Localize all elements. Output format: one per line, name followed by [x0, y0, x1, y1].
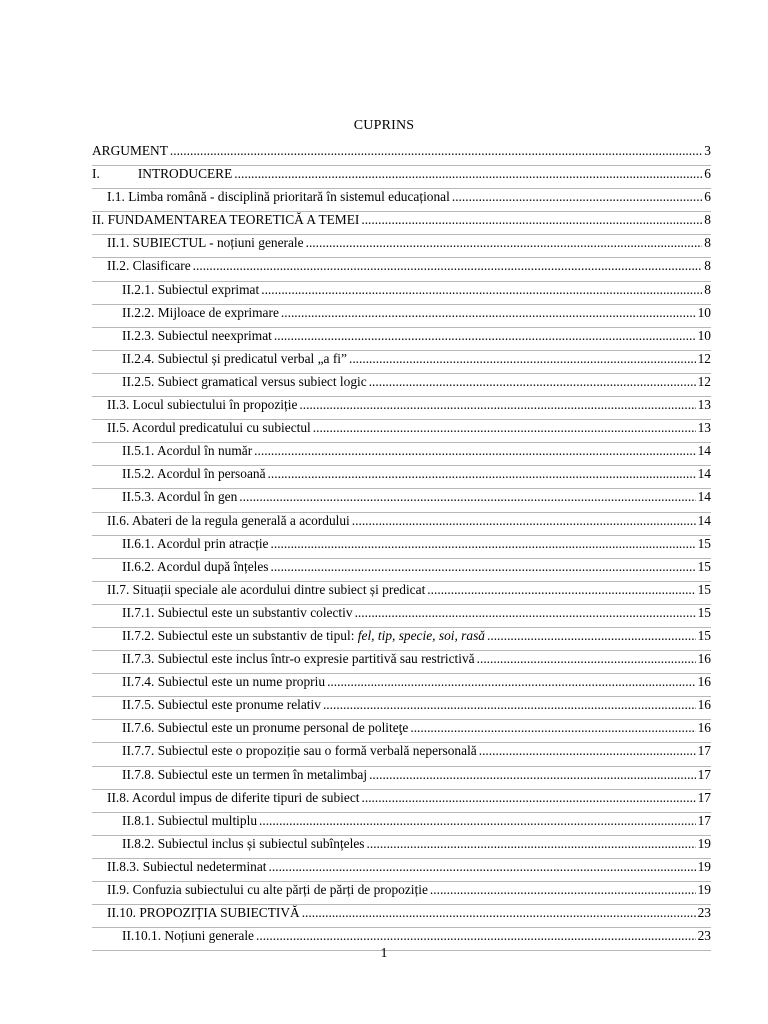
toc-entry-page: 23 [697, 928, 711, 944]
toc-entry-page: 10 [697, 327, 711, 343]
dot-leader [281, 305, 696, 321]
toc-entry-label [122, 651, 477, 667]
toc-entry-label [107, 513, 352, 529]
toc-entry-page: 15 [697, 604, 711, 620]
toc-entry[interactable] [92, 836, 711, 859]
toc-entry[interactable] [92, 513, 711, 536]
toc-entry-text: II.9. Confuzia subiectului cu alte părți de părți de propoziție [107, 882, 428, 897]
dot-leader [361, 212, 702, 228]
toc-entry-label [122, 351, 349, 367]
toc-entry-label [122, 282, 261, 298]
toc-entry-page: 14 [697, 512, 711, 528]
toc-entry[interactable] [92, 720, 711, 743]
toc-entry-text: II.10. PROPOZIȚIA SUBIECTIVĂ [107, 905, 300, 921]
toc-entry-page: 6 [704, 166, 711, 182]
toc-entry-page: 23 [697, 905, 711, 921]
dot-leader [271, 559, 696, 575]
toc-entry-label [122, 328, 274, 344]
dot-leader [256, 928, 696, 944]
toc-entry-text: II.8.2. Subiectul inclus și subiectul subînțeles [122, 835, 365, 851]
toc-entry[interactable] [92, 420, 711, 443]
toc-entry-text: II.5. Acordul predicatului cu subiectul [107, 420, 311, 436]
dot-leader [299, 397, 695, 413]
dot-leader [369, 767, 696, 783]
dot-leader [487, 628, 696, 644]
dot-leader [302, 905, 696, 921]
dot-leader [352, 513, 696, 529]
toc-entry[interactable] [92, 813, 711, 836]
toc-entry-page: 16 [697, 697, 711, 713]
toc-entry-page: 13 [697, 397, 711, 413]
toc-entry-page: 6 [704, 189, 711, 205]
toc-entry-page: 15 [697, 535, 711, 551]
toc-entry-page: 17 [697, 812, 711, 828]
toc-entry-label [107, 420, 313, 436]
toc-entry-label [122, 605, 355, 621]
dot-leader [355, 605, 696, 621]
toc-entry-page: 8 [704, 281, 711, 297]
dot-leader [323, 697, 696, 713]
toc-entry-page: 19 [697, 882, 711, 897]
toc-entry-text: II.6.2. Acordul după înțeles [122, 558, 269, 574]
dot-leader [306, 235, 703, 251]
toc-entry-text: II.5.3. Acordul în gen [122, 489, 238, 505]
toc-entry[interactable] [92, 305, 711, 328]
dot-leader [193, 258, 703, 274]
toc-entry[interactable] [92, 859, 711, 882]
dot-leader [430, 882, 696, 898]
dot-leader [261, 282, 702, 298]
toc-entry-page: 19 [697, 858, 711, 874]
toc-entry-label [122, 743, 479, 759]
toc-entry-text: II.2. Clasificare [107, 258, 191, 274]
toc-entry-label [107, 859, 269, 875]
toc-entry[interactable] [92, 582, 711, 605]
toc-entry[interactable] [92, 489, 711, 512]
toc-entry-label [107, 235, 306, 251]
toc-entry-label [122, 697, 323, 713]
toc-entry-page: 8 [704, 258, 711, 274]
toc-entry-page: 8 [704, 212, 711, 228]
toc-entry-label [122, 628, 487, 644]
toc-entry-text: II.7.6. Subiectul este un pronume personal de politeţe [122, 720, 409, 736]
toc-entry-text: II.2.3. Subiectul neexprimat [122, 327, 272, 343]
toc-entry-text: II.7.2. Subiectul este un substantiv de tipul: [122, 627, 358, 643]
dot-leader [170, 143, 702, 159]
toc-entry-text: II.7.5. Subiectul este pronume relativ [122, 697, 321, 713]
toc-entry-text: II.8. Acordul impus de diferite tipuri de subiect [107, 789, 360, 805]
toc-entry-label [122, 559, 271, 575]
toc-entry-text: II.7.7. Subiectul este o propoziție sau o formă verbală nepersonală [122, 743, 477, 759]
toc-entry-label [107, 790, 362, 806]
toc-entry-text: II. FUNDAMENTAREA TEORETICĂ A TEMEI [92, 212, 360, 228]
toc-entry-text: II.6.1. Acordul prin atracție [122, 535, 269, 551]
dot-leader [452, 189, 702, 205]
dot-leader [254, 443, 695, 459]
toc-entry-page: 13 [697, 420, 711, 436]
toc-entry-label [122, 466, 268, 482]
toc-entry[interactable] [92, 328, 711, 351]
toc-entry-page: 14 [697, 489, 711, 505]
toc-entry-text: ARGUMENT [92, 143, 168, 158]
toc-entry[interactable] [92, 628, 711, 651]
toc-entry[interactable] [92, 697, 711, 720]
toc-entry-label [107, 582, 427, 598]
dot-leader [369, 374, 696, 390]
toc-entry-label [122, 836, 367, 852]
dot-leader [274, 328, 696, 344]
toc-entry[interactable] [92, 536, 711, 559]
toc-entry-text: II.8.3. Subiectul nedeterminat [107, 858, 267, 874]
toc-entry-text: II.10.1. Noțiuni generale [122, 928, 255, 944]
dot-leader [327, 674, 696, 690]
toc-entry-text: II.3. Locul subiectului în propoziție [107, 397, 298, 413]
toc-entry-page: 17 [697, 766, 711, 782]
toc-entry[interactable] [92, 767, 711, 790]
toc-entry-text: II.8.1. Subiectul multiplu [122, 812, 258, 828]
toc-entry[interactable] [92, 790, 711, 813]
toc-entry-page: 17 [697, 789, 711, 805]
toc-entry-page: 14 [697, 466, 711, 482]
toc-entry[interactable] [92, 212, 711, 235]
toc-entry[interactable] [92, 374, 711, 397]
toc-entry-page: 15 [697, 627, 711, 643]
toc-entry[interactable] [92, 258, 711, 281]
toc-entry-page: 12 [697, 373, 711, 389]
toc-entry-label [122, 720, 410, 736]
table-of-contents [92, 143, 711, 951]
toc-entry-text: I. [92, 166, 100, 182]
toc-entry-page: 14 [697, 443, 711, 459]
toc-entry-label [122, 813, 259, 829]
dot-leader [271, 536, 696, 552]
dot-leader [234, 166, 702, 182]
toc-entry[interactable] [92, 882, 711, 905]
dot-leader [239, 489, 695, 505]
toc-title: CUPRINS [353, 118, 415, 133]
dot-leader [269, 859, 696, 875]
page-number: 1 [380, 946, 388, 961]
toc-entry[interactable] [92, 674, 711, 697]
toc-entry-label [107, 882, 430, 898]
toc-entry[interactable] [92, 905, 711, 928]
toc-entry-text: II.2.1. Subiectul exprimat [122, 281, 260, 297]
toc-entry[interactable] [92, 235, 711, 258]
toc-entry-label [122, 536, 271, 552]
dot-leader [259, 813, 696, 829]
toc-entry-label [122, 674, 327, 690]
toc-entry-page: 15 [697, 558, 711, 574]
toc-entry-text: II.1. SUBIECTUL - noțiuni generale [107, 235, 304, 251]
toc-entry-italic-text: fel, tip, specie, soi, rasă [357, 627, 485, 643]
toc-entry-text: II.7.8. Subiectul este un termen în metalimbaj [122, 766, 368, 782]
toc-entry-text: II.7. Situații speciale ale acordului dintre subiect și predicat [107, 581, 426, 597]
dot-leader [477, 651, 696, 667]
toc-entry[interactable] [92, 651, 711, 674]
dot-leader [367, 836, 696, 852]
toc-entry-text: I.1. Limba română - disciplină prioritară în sistemul educațional [107, 189, 450, 205]
toc-entry-label [122, 489, 239, 505]
toc-entry[interactable] [92, 397, 711, 420]
dot-leader [427, 582, 695, 598]
toc-entry-label [107, 258, 193, 274]
toc-entry-text: II.2.4. Subiectul și predicatul verbal „a fi” [122, 350, 347, 366]
toc-entry[interactable] [92, 743, 711, 766]
toc-entry-label [92, 212, 361, 228]
toc-entry-text-secondary: INTRODUCERE [137, 166, 233, 182]
toc-entry-label [107, 905, 302, 921]
toc-entry-text: II.7.4. Subiectul este un nume propriu [122, 674, 326, 690]
toc-entry[interactable] [92, 282, 711, 305]
dot-leader [410, 720, 695, 736]
toc-entry-text: II.7.1. Subiectul este un substantiv colectiv [122, 604, 353, 620]
toc-entry-page: 3 [704, 143, 711, 158]
toc-entry[interactable] [92, 143, 711, 166]
dot-leader [349, 351, 696, 367]
toc-entry[interactable] [92, 351, 711, 374]
toc-entry-text: II.2.2. Mijloace de exprimare [122, 304, 279, 320]
toc-entry[interactable] [92, 166, 711, 189]
toc-entry-page: 10 [697, 304, 711, 320]
dot-leader [313, 420, 696, 436]
toc-entry-page: 16 [697, 651, 711, 667]
toc-entry-text: II.5.1. Acordul în număr [122, 443, 253, 459]
toc-entry-page: 16 [697, 720, 711, 736]
toc-entry-text: II.6. Abateri de la regula generală a acordului [107, 512, 350, 528]
toc-entry-label [92, 143, 170, 159]
toc-entry[interactable] [92, 466, 711, 489]
toc-entry-page: 19 [697, 835, 711, 851]
toc-entry-label [92, 166, 234, 182]
dot-leader [479, 743, 696, 759]
toc-entry-page: 8 [704, 235, 711, 251]
toc-entry-page: 15 [697, 581, 711, 597]
toc-entry-label [122, 374, 369, 390]
toc-entry-label [122, 305, 281, 321]
toc-entry-text: II.5.2. Acordul în persoană [122, 466, 266, 482]
toc-entry[interactable] [92, 605, 711, 628]
toc-entry-page: 16 [697, 674, 711, 690]
toc-entry-text: II.2.5. Subiect gramatical versus subiect logic [122, 373, 367, 389]
toc-entry-page: 12 [697, 350, 711, 366]
toc-entry-label [122, 443, 254, 459]
toc-entry-label [107, 189, 452, 205]
toc-entry[interactable] [92, 189, 711, 212]
toc-entry-label [122, 767, 369, 783]
toc-entry[interactable] [92, 443, 711, 466]
toc-entry-label [107, 397, 299, 413]
dot-leader [362, 790, 696, 806]
dot-leader [268, 466, 696, 482]
toc-entry-text: II.7.3. Subiectul este inclus într-o expresie partitivă sau restrictivă [122, 651, 475, 667]
toc-entry-label [122, 928, 256, 944]
toc-entry-page: 17 [697, 743, 711, 759]
toc-entry[interactable] [92, 559, 711, 582]
